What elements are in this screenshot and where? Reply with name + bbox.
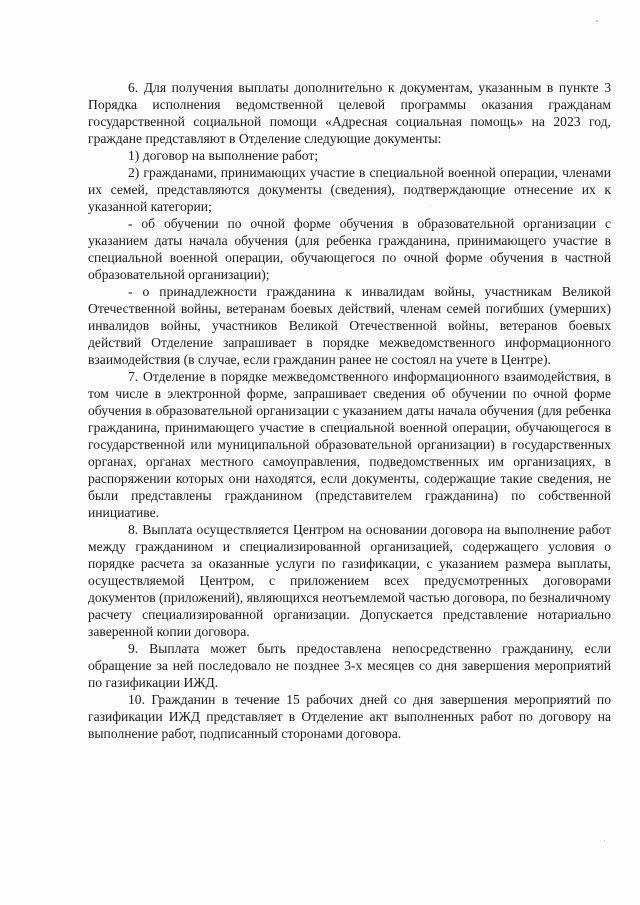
- scan-speck: [596, 20, 598, 22]
- paragraph-8: 8. Выплата осуществляется Центром на основании договора на выполнение работ между гражданином и специализированной организацией, содержащего условия о порядке расчета за оказанные услуги по газификации, с указанием размера выплаты, осуществляемой Центром, с приложением всех предусмотренных договорами документов (приложений), являющихся неотъемлемой частью договора, по безналичному расчету специализированной организации. Допускается представление нотариально заверенной копии договора.: [88, 522, 611, 639]
- document-body: [88, 79, 611, 742]
- scan-speck: [604, 840, 605, 841]
- paragraph-6-item-2-education: - об обучении по очной форме обучения в образовательной организации с указанием даты начала обучения (для ребенка гражданина, принимающего участие в специальной военной операции, обучающегося по очной форме обучения в частной образовательной организации);: [88, 216, 611, 282]
- paragraph-7: 7. Отделение в порядке межведомственного информационного взаимодействия, в том числе в электронной форме, запрашивает сведения об обучении по очной форме обучения в образовательной организации с указанием даты начала обучения (для ребенка гражданина, принимающего участие в специальной военной операции, обучающегося в государственной или муниципальной образовательной организации) в государственных органах, органах местного самоуправления, подведомственных им организациях, в распоряжении которых они находятся, если документы, содержащие такие сведения, не были представлены гражданином (представителем гражданина) по собственной инициативе.: [88, 369, 611, 520]
- paragraph-6-item-2: 2) гражданами, принимающих участие в специальной военной операции, членами их семей, представляются документы (сведения), подтверждающие отнесение их к указанной категории;: [88, 165, 611, 214]
- paragraph-6-item-1: 1) договор на выполнение работ;: [128, 148, 319, 163]
- paragraph-10: 10. Гражданин в течение 15 рабочих дней со дня завершения мероприятий по газификации ИЖД представляет в Отделение акт выполненных работ по договору на выполнение работ, подписанный сторонами договора.: [88, 692, 611, 741]
- paragraph-6-item-2-veterans: - о принадлежности гражданина к инвалидам войны, участникам Великой Отечественной войны, ветеранам боевых действий, членам семей погибших (умерших) инвалидов войны, участников Великой Отечественной войны, ветеранов боевых действий Отделение запрашивает в порядке межведомственного информационного взаимодействия (в случае, если гражданин ранее не состоял на учете в Центре).: [88, 284, 611, 367]
- paragraph-6: 6. Для получения выплаты дополнительно к документам, указанным в пункте 3 Порядка исполнения ведомственной целевой программы оказания гражданам государственной социальной помощи «Адресная социальная помощь» на 2023 год, граждане представляют в Отделение следующие документы:: [88, 80, 611, 146]
- paragraph-9: 9. Выплата может быть предоставлена непосредственно гражданину, если обращение за ней последовало не позднее 3-х месяцев со дня завершения мероприятий по газификации ИЖД.: [88, 641, 611, 690]
